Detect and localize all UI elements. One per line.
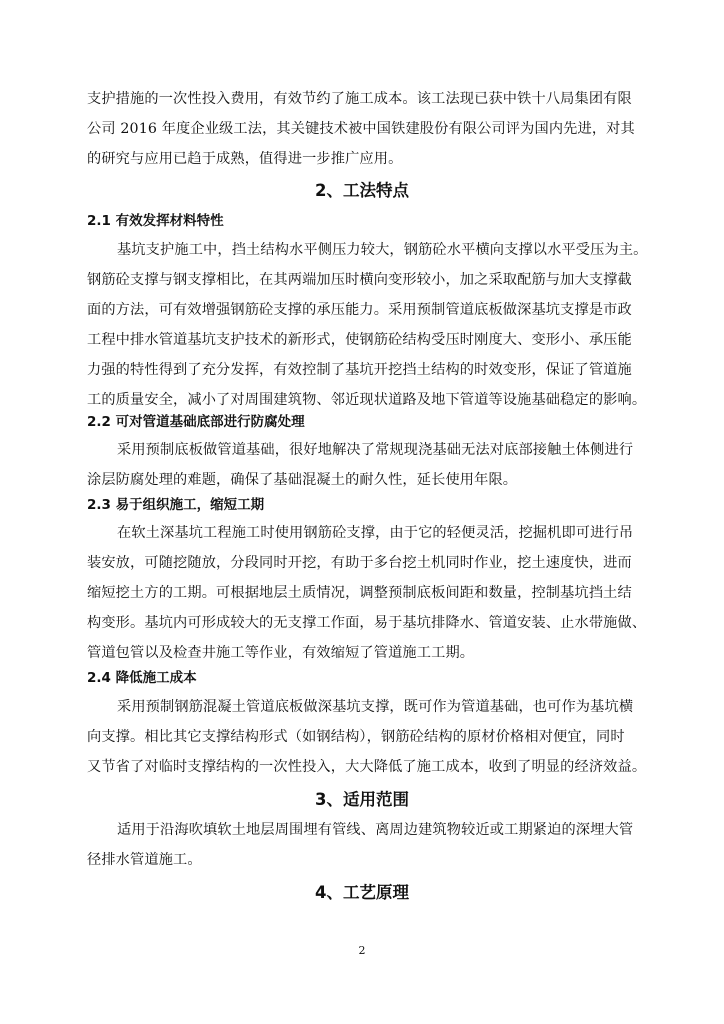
section-3-title: 3、适用范围: [315, 790, 409, 809]
para-2-2-line-2: 涂层防腐处理的难题，确保了基础混凝土的耐久性，延长使用年限。: [87, 472, 518, 488]
heading-2-2: 2.2 可对管道基础底部进行防腐处理: [87, 414, 305, 430]
para-2-1-line-3: 面的方法，可有效增强钢筋砼支撑的承压能力。采用预制管道底板做深基坑支撑是市政: [87, 302, 632, 318]
para-3-line-2: 径排水管道施工。: [87, 852, 202, 868]
intro-line-3: 的研究与应用已趋于成熟，值得进一步推广应用。: [87, 151, 403, 167]
para-2-1-line-1: 基坑支护施工中，挡土结构水平侧压力较大，钢筋砼水平横向支撑以水平受压为主。: [117, 242, 648, 258]
intro-line-2: 公司 2016 年度企业级工法，其关键技术被中国铁建股份有限公司评为国内先进，对其: [87, 121, 635, 137]
page-number: 2: [358, 944, 366, 957]
section-2-title: 2、工法特点: [315, 181, 409, 200]
section-4-title: 4、工艺原理: [315, 883, 409, 902]
para-2-1-line-5: 力强的特性得到了充分发挥，有效控制了基坑开挖挡土结构的时效变形，保证了管道施: [87, 362, 632, 378]
para-2-3-line-2: 装安放，可随挖随放，分段同时开挖，有助于多台挖土机同时作业，挖土速度快，进而: [87, 555, 632, 571]
intro-line-1: 支护措施的一次性投入费用，有效节约了施工成本。该工法现已获中铁十八局集团有限: [87, 91, 632, 107]
para-2-1-line-6: 工的质量安全，减小了对周围建筑物、邻近现状道路及地下管道等设施基础稳定的影响。: [87, 392, 647, 408]
para-2-3-line-1: 在软土深基坑工程施工时使用钢筋砼支撑，由于它的轻便灵活，挖掘机即可进行吊: [117, 525, 634, 541]
heading-2-1: 2.1 有效发挥材料特性: [87, 213, 224, 229]
para-3-line-1: 适用于沿海吹填软土地层周围埋有管线、离周边建筑物较近或工期紧迫的深埋大管: [117, 822, 634, 838]
para-2-3-line-4: 构变形。基坑内可形成较大的无支撑工作面，易于基坑排降水、管道安装、止水带施做、: [87, 615, 647, 631]
heading-2-4: 2.4 降低施工成本: [87, 670, 197, 686]
heading-2-3: 2.3 易于组织施工，缩短工期: [87, 497, 265, 513]
para-2-3-line-5: 管道包管以及检查井施工等作业，有效缩短了管道施工工期。: [87, 645, 475, 661]
para-2-4-line-2: 向支撑。相比其它支撑结构形式（如钢结构），钢筋砼结构的原材价格相对便宜，同时: [87, 729, 625, 745]
para-2-3-line-3: 缩短挖土方的工期。可根据地层土质情况，调整预制底板间距和数量，控制基坑挡土结: [87, 585, 632, 601]
para-2-1-line-4: 工程中排水管道基坑支护技术的新形式，使钢筋砼结构受压时刚度大、变形小、承压能: [87, 332, 632, 348]
para-2-2-line-1: 采用预制底板做管道基础，很好地解决了常规现浇基础无法对底部接触土体侧进行: [117, 442, 634, 458]
para-2-1-line-2: 钢筋砼支撑与钢支撑相比，在其两端加压时横向变形较小，加之采取配筋与加大支撑截: [87, 272, 632, 288]
para-2-4-line-1: 采用预制钢筋混凝土管道底板做深基坑支撑，既可作为管道基础，也可作为基坑横: [117, 699, 634, 715]
para-2-4-line-3: 又节省了对临时支撑结构的一次性投入，大大降低了施工成本，收到了明显的经济效益。: [87, 759, 647, 775]
